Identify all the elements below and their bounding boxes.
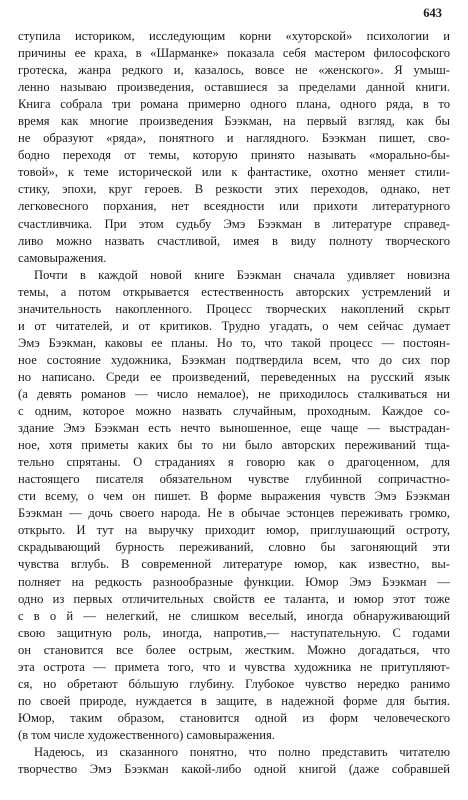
text-line: легковесного порхания, нет всеядности или прихоти литературного xyxy=(18,199,450,214)
text-line: с одним, которое можно назвать случайным, проходным. Каждое со- xyxy=(18,404,450,419)
text-line: ся, но обретают бóльшую глубину. Глубокое чувство нередко ранимо xyxy=(18,676,450,691)
text-line: творчество Эмэ Бээкман какой-либо одной книгой (даже собравшей xyxy=(18,762,450,777)
text-line: сти всему, о чем он пишет. В форме выражения чувств Эмэ Бээкман xyxy=(18,489,450,504)
text-line: и от читателей, и от критиков. Трудно угадать, о чем сейчас думает xyxy=(18,318,450,333)
text-line: ленно называю произведения, оставшиеся за пределами данной книги. xyxy=(18,80,450,95)
text-line: Почти в каждой новой книге Бээкман сначала удивляет новизна xyxy=(34,267,450,282)
paragraph xyxy=(18,267,450,744)
text-line: ное состояние художника, Бээкман подтвердила всем, что до сих пор xyxy=(18,352,450,367)
text-line: свою защитную роль, иногда, напротив,— наступательную. С годами xyxy=(18,625,450,640)
text-line: не образуют «ряда», понятного и наглядного. Бээкман пишет, сво- xyxy=(18,131,450,146)
paragraph xyxy=(18,28,450,267)
text-line: он становится все более острым, жестким. Можно догадаться, что xyxy=(18,642,450,657)
text-line: время как многие произведения Бээкман, на первый взгляд, как бы xyxy=(18,114,450,129)
text-line: скрадывающий бурность переживаний, словно бы загоняющий эти xyxy=(18,540,450,555)
text-line: ступила историком, исследующим корни «хуторской» психологии и xyxy=(18,29,450,43)
text-line: чувства вглубь. В современной литературе юмор, как известно, вы- xyxy=(18,557,450,572)
text-line: Юмор, таким образом, становится одной из форм человеческого xyxy=(18,710,450,725)
text-line: по своей природе, нуждается в защите, в надежной форме для бытия. xyxy=(18,693,450,708)
text-line: тельно спрятаны. О страданиях я говорю как о драгоценном, для xyxy=(18,455,450,470)
text-line: ливо можно назвать счастливой, имея в виду полноту творческого xyxy=(18,233,450,248)
text-line: здание Эмэ Бээкман есть нечто выношенное, еще чаще — выстрадан- xyxy=(18,421,450,436)
body-text xyxy=(18,28,450,778)
paragraph xyxy=(18,744,450,778)
text-line: значительность накопленного. Процесс творческих накоплений скрыт xyxy=(18,301,450,316)
page-number: 643 xyxy=(423,6,442,20)
text-line: (а девять романов — число немалое), не приходилось сталкиваться ни xyxy=(18,386,450,401)
text-line: темы, а потом открывается естественность авторских устремлений и xyxy=(18,284,450,299)
text-line: но написано. Среди ее произведений, переведенных на русский язык xyxy=(18,369,450,384)
text-line: Надеюсь, из сказанного понятно, что полно представить читателю xyxy=(34,744,450,759)
text-line: счастливчика. При этом судьбу Эмэ Бээкман в литературе справед- xyxy=(18,216,450,231)
text-line: товой», к теме исторической или к фантастике, охотно меняет стили- xyxy=(18,165,450,180)
text-line: настоящего писателя обязательном чувстве глубинной сопричастно- xyxy=(18,472,450,487)
text-line: (в том числе художественного) самовыражения. xyxy=(18,727,275,742)
text-line: эта острота — примета того, что и чувства художника не притупляют- xyxy=(18,659,450,674)
text-line: полняет на редкость разнообразные функции. Юмор Эмэ Бээкман — xyxy=(18,574,450,589)
text-line: стику, эпохи, круг героев. В резкости этих переходов, однако, нет xyxy=(18,182,450,197)
text-line: Книга собрала три романа примерно одного плана, одного ряда, в то xyxy=(18,97,450,112)
text-line: одно из первых отличительных свойств ее таланта, и юмор этот тоже xyxy=(18,591,450,606)
text-line: ное, хотя приметы каких бы то ни было авторских переживаний тща- xyxy=(18,438,450,453)
text-line: бодно переходя от темы, которую принято называть «морально-бы- xyxy=(18,148,450,163)
text-line: Бээкман — дочь своего народа. Не в обычае эстонцев переживать громко, xyxy=(18,506,450,521)
text-line: Эмэ Бээкман, каковы ее планы. Но то, что такой процесс — постоян- xyxy=(18,335,450,350)
text-line: гротеска, жанра редкого и, казалось, вовсе не «женского». Я умыш- xyxy=(18,63,450,78)
text-line: причины ее краха, в «Шарманке» показала себя мастером философского xyxy=(18,46,450,61)
text-line: самовыражения. xyxy=(18,250,107,265)
text-line: открыто. И тут на выручку приходит юмор, приглушающий остроту, xyxy=(18,523,450,538)
text-line: с в о й — нелегкий, не слишком веселый, иногда обнаруживающий xyxy=(18,608,450,623)
